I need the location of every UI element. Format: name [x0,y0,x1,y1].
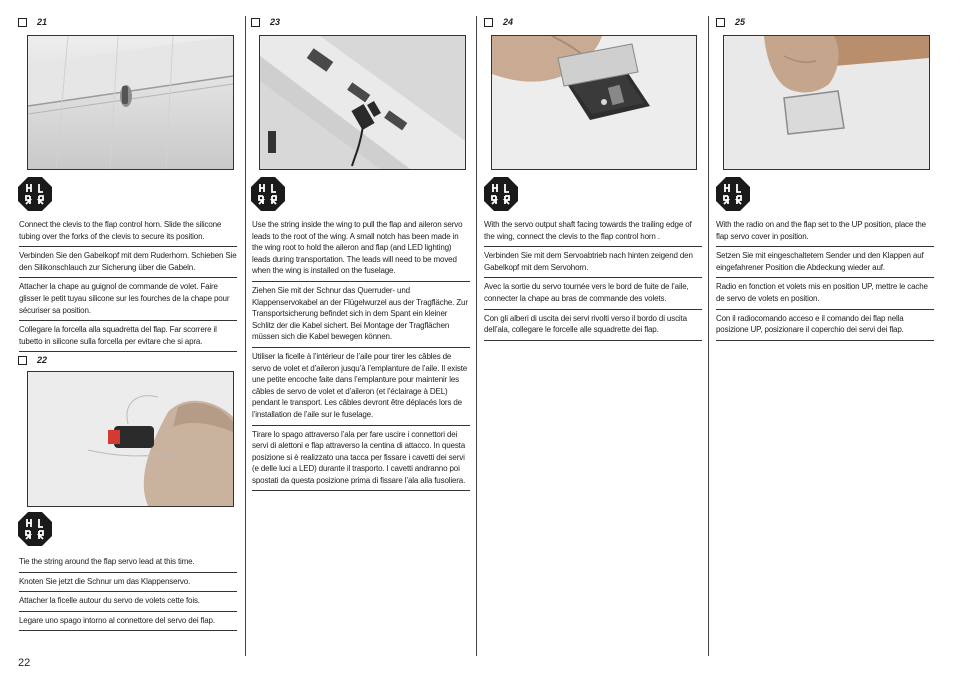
instruction-en: Connect the clevis to the flap control horn. Slide the silicone tubing over the forks of the clevis to secure its position. [19,216,237,247]
checkbox-icon[interactable] [251,18,260,27]
instruction-en: Use the string inside the wing to pull the flap and aileron servo leads to the root of the wing. A small notch has been made in the wing root to hold the aileron and flap (and LED lighting) leads during transportation. The leads will need to be moved when the wing is installed on the fuselage. [252,216,470,282]
instruction-it: Collegare la forcella alla squadretta del flap. Far scorrere il tubetto in silicone sulla forcella per evitare che si apra. [19,321,237,352]
instruction-fr: Utiliser la ficelle à l’intérieur de l’aile pour tirer les câbles de servo de volet et d’aileron jusqu’à l’emplanture de l’aile. Il existe une petite encoche faite dans l’emplanture pour maintenir les câbles de servo de volet et d’aileron (et l’éclairage à DEL) pendant le transport. Les câbles devront être déplacés lors de l’installation de l’aile sur le fuselage. [252,348,470,426]
step-number: 25 [735,17,746,27]
instruction-en: With the radio on and the flap set to the UP position, place the flap servo cover in position. [716,216,934,247]
checkbox-icon[interactable] [484,18,493,27]
instruction-it: Con gli alberi di uscita dei servi rivolti verso il bordo di uscita dell’ala, collegare le forcelle alle squadrette dei flap. [484,310,702,341]
two-person-assembly-badge-icon [251,177,285,211]
assembly-badge [484,177,518,211]
assembly-badge [18,177,52,211]
instruction-text [19,553,237,631]
instruction-fr: Avec la sortie du servo tournée vers le bord de fuite de l’aile, connecter la chape au bras de commande des volets. [484,278,702,309]
servo-cover-photo [724,36,929,169]
step-number: 22 [37,355,48,365]
column-divider [245,16,246,656]
instruction-fr: Attacher la chape au guignol de commande de volet. Faire glisser le petit tuyau silicone sur les fourches de la chape pour sécuriser sa position. [19,278,237,321]
step-header [251,15,280,29]
string-tie-photo [28,372,233,506]
step-photo [27,371,234,507]
two-person-assembly-badge-icon [18,177,52,211]
instruction-de: Verbinden Sie den Gabelkopf mit dem Ruderhorn. Schieben Sie den Silikonschlauch zur Sicherung über die Gabeln. [19,247,237,278]
instruction-it: Con il radiocomando acceso e il comando dei flap nella posizione UP, posizionare il coperchio dei servi dei flap. [716,310,934,341]
instruction-fr: Radio en fonction et volets mis en position UP, mettre le cache de servo de volets en position. [716,278,934,309]
checkbox-icon[interactable] [18,356,27,365]
assembly-badge [251,177,285,211]
step-photo [27,35,234,170]
step-header [18,353,47,367]
instruction-text [484,216,702,341]
step-number: 21 [37,17,48,27]
instruction-de: Ziehen Sie mit der Schnur das Querruder- und Klappenservokabel an der Flügelwurzel aus der Tragfläche. Zur Transportsicherung befindet sich in dem Spant ein kleiner Schlitz der die Kabel sichert. Bei Montage der Tragflächen müssen sich die Kabel bewegen können. [252,282,470,348]
instruction-text [19,216,237,352]
servo-clevis-photo [492,36,696,169]
instruction-de: Knoten Sie jetzt die Schnur um das Klappenservo. [19,573,237,593]
instruction-text [252,216,470,491]
column-divider [476,16,477,656]
checkbox-icon[interactable] [18,18,27,27]
step-header [484,15,513,29]
checkbox-icon[interactable] [716,18,725,27]
two-person-assembly-badge-icon [716,177,750,211]
assembly-badge [716,177,750,211]
step-photo [259,35,466,170]
instruction-fr: Attacher la ficelle autour du servo de volets cette fois. [19,592,237,612]
step-number: 24 [503,17,514,27]
step-header [716,15,745,29]
flap-clevis-photo [28,36,233,169]
step-photo [723,35,930,170]
step-photo [491,35,697,170]
instruction-de: Setzen Sie mit eingeschaltetem Sender und den Klappen auf eingefahrener Position die Abdeckung wieder auf. [716,247,934,278]
assembly-badge [18,512,52,546]
step-header [18,15,47,29]
wing-root-leads-photo [260,36,465,169]
two-person-assembly-badge-icon [484,177,518,211]
instruction-text [716,216,934,341]
page-number: 22 [18,657,31,669]
column-divider [708,16,709,656]
instruction-it: Legare uno spago intorno al connettore del servo dei flap. [19,612,237,632]
instruction-en: Tie the string around the flap servo lead at this time. [19,553,237,573]
step-number: 23 [270,17,281,27]
instruction-it: Tirare lo spago attraverso l’ala per fare uscire i connettori dei servi di alettoni e flap attraverso la centina di attacco. In questa posizione si è realizzato una tacca per fissare i cavetti dei servi (e delle luci a LED) durante il trasporto. I cavetti andranno poi spostati da questa posizione prima di fissare l’ala alla fusoliera. [252,426,470,492]
instruction-de: Verbinden Sie mit dem Servoabtrieb nach hinten zeigend den Gabelkopf mit dem Servohorn. [484,247,702,278]
instruction-en: With the servo output shaft facing towards the trailing edge of the wing, connect the clevis to the flap control horn . [484,216,702,247]
two-person-assembly-badge-icon [18,512,52,546]
